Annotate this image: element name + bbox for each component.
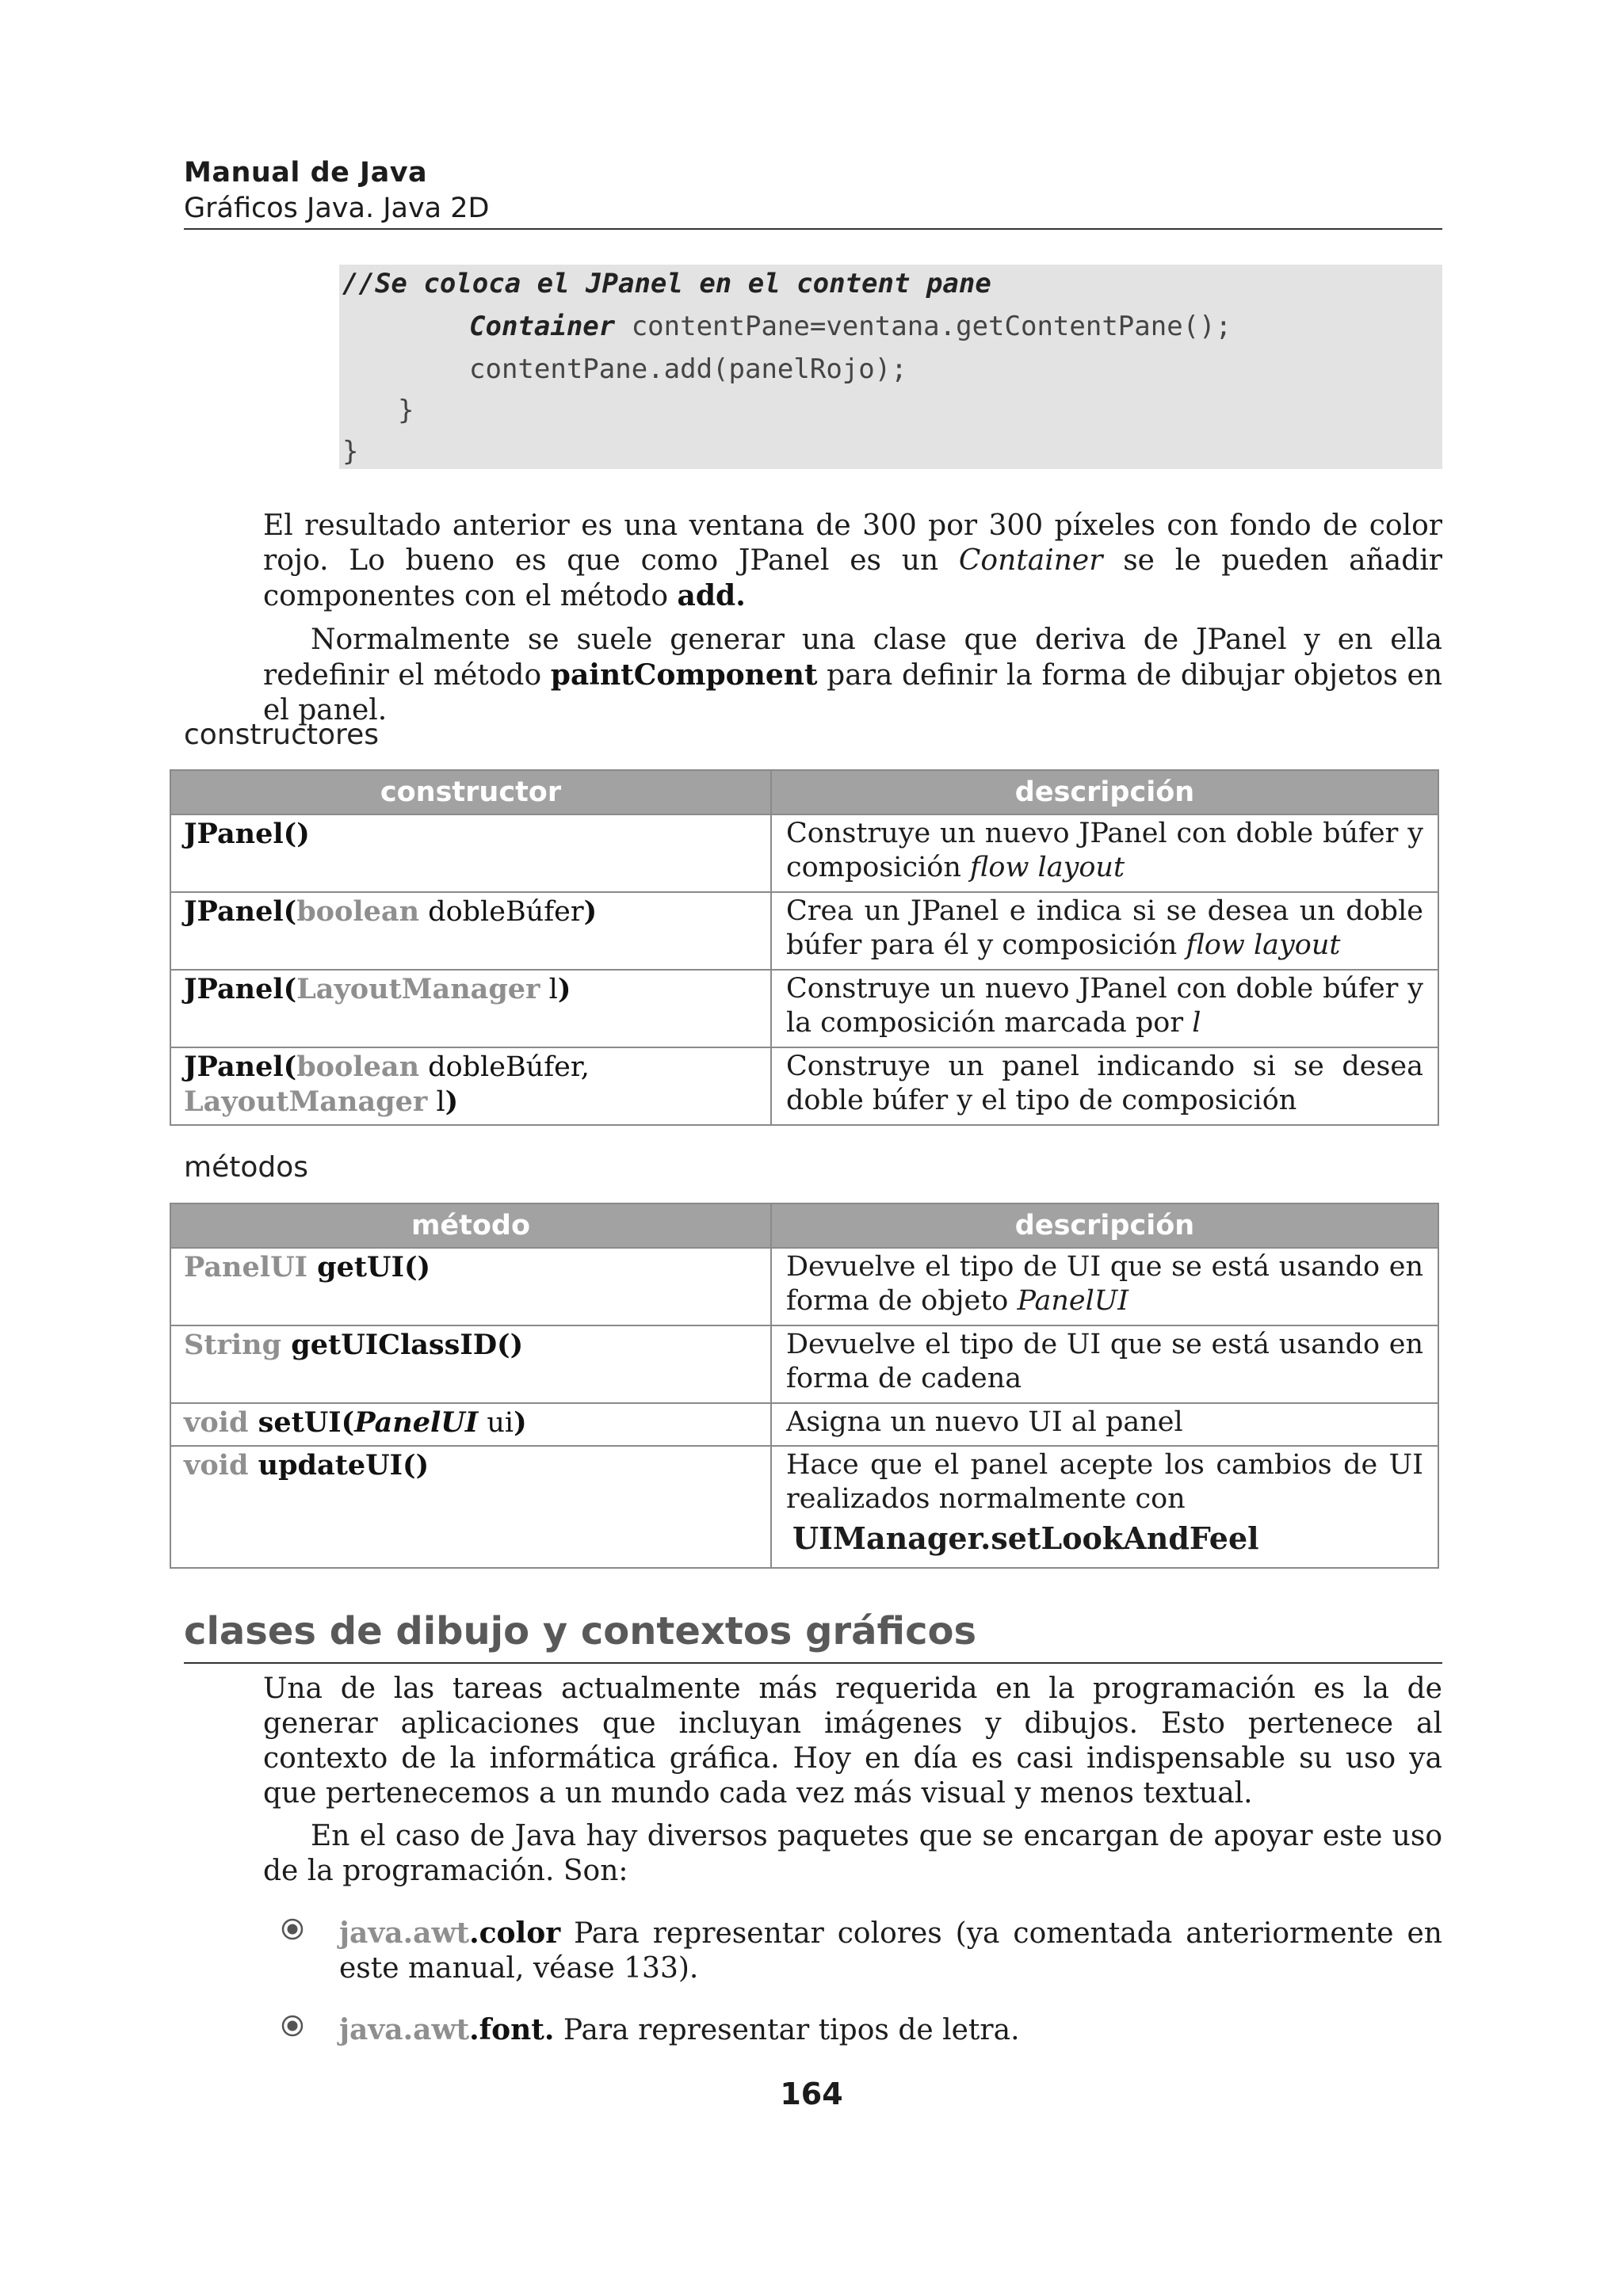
table-row	[170, 892, 1438, 970]
text: Para representar colores (ya comentada anteriormente en este manual, véase 133).	[339, 1917, 1442, 1985]
method-signature	[170, 1403, 771, 1446]
table-header-row	[170, 770, 1438, 814]
type-name: void	[184, 1449, 249, 1482]
column-header: descripción	[771, 1203, 1438, 1248]
constructor-signature	[170, 814, 771, 892]
text: Construye un nuevo JPanel con doble búfer y la composición marcada por	[786, 973, 1423, 1039]
package-name: java.awt	[339, 1917, 470, 1950]
text: )	[583, 895, 598, 928]
text: JPanel(	[184, 1051, 297, 1083]
text: Asigna un nuevo UI al panel	[786, 1406, 1183, 1438]
text: getUI()	[307, 1251, 431, 1283]
type-name: void	[184, 1406, 249, 1439]
text: JPanel(	[184, 895, 297, 928]
text: )	[557, 973, 571, 1005]
method-signature	[170, 1446, 771, 1568]
text: dobleBúfer	[419, 896, 584, 928]
paragraph: Una de las tareas actualmente más requerida en la programación es la de generar aplicaciones que incluyan imágenes y dibujos. Esto pertenece al contexto de la informática gráfica. Hoy en día es casi indispensable su uso ya que pertenecemos a un mundo cada vez más visual y menos textual.	[263, 1672, 1442, 1810]
text: JPanel(	[184, 973, 297, 1005]
constructor-signature	[170, 892, 771, 970]
table-row	[170, 1403, 1438, 1446]
text: Normalmente se suele generar una clase que deriva de JPanel y en ella redefinir el método	[263, 624, 1442, 692]
bullet-icon	[281, 1917, 304, 1941]
text: se le pueden añadir componentes con el método	[263, 544, 1442, 612]
type-name: PanelUI	[184, 1251, 307, 1283]
text: l	[540, 974, 558, 1005]
text-emphasis: PanelUI	[354, 1406, 479, 1439]
code-line-brace: }	[398, 395, 414, 426]
code-text: contentPane=ventana.getContentPane();	[615, 311, 1232, 342]
paragraph	[263, 623, 1442, 728]
method-description	[771, 1248, 1438, 1325]
text-emphasis: PanelUI	[1017, 1285, 1129, 1317]
method-signature	[170, 1248, 771, 1325]
text: )	[445, 1085, 459, 1118]
text-emphasis: flow layout	[1186, 929, 1341, 961]
code-comment: //Se coloca el JPanel en el content pane	[342, 268, 991, 299]
package-name: java.awt	[339, 2013, 470, 2046]
constructor-description	[771, 814, 1438, 892]
paragraph: En el caso de Java hay diversos paquetes que se encargan de apoyar este uso de la programación. Son:	[263, 1820, 1442, 1887]
table-row	[170, 1047, 1438, 1125]
type-name: LayoutManager	[184, 1085, 428, 1118]
text: El resultado anterior es una ventana de 300 por 300 píxeles con fondo de color rojo. Lo bueno es que como JPanel es un	[263, 509, 1442, 577]
header-subtitle: Gráficos Java. Java 2D	[184, 193, 490, 224]
list-item	[339, 2012, 1442, 2048]
method-signature	[170, 1325, 771, 1403]
page-header	[184, 155, 1442, 230]
text: updateUI()	[248, 1449, 430, 1482]
table-row	[170, 1446, 1438, 1568]
text-emphasis: flow layout	[970, 852, 1125, 883]
code-line-add: contentPane.add(panelRojo);	[469, 353, 907, 385]
text-bold: .color	[469, 1917, 561, 1950]
code-line-container	[469, 311, 1232, 342]
bullet-icon	[281, 2014, 304, 2038]
paragraph	[263, 509, 1442, 614]
text-bold: add.	[677, 579, 746, 612]
text: )	[514, 1406, 527, 1439]
text: Hace que el panel acepte los cambios de UI realizados normalmente con	[786, 1449, 1423, 1515]
constructors-table	[170, 769, 1439, 1126]
constructor-description	[771, 1047, 1438, 1125]
column-header: método	[170, 1203, 771, 1248]
text: Devuelve el tipo de UI que se está usando en forma de cadena	[786, 1329, 1423, 1394]
text: Construye un nuevo JPanel con doble búfer y composición	[786, 818, 1423, 883]
text-bold: .font.	[469, 2013, 555, 2046]
type-name: LayoutManager	[296, 973, 540, 1005]
text: getUIClassID()	[281, 1329, 524, 1361]
text: Devuelve el tipo de UI que se está usando en forma de objeto	[786, 1251, 1423, 1317]
section-heading: clases de dibujo y contextos gráficos	[184, 1600, 1442, 1664]
methods-label: métodos	[184, 1151, 308, 1184]
text: dobleBúfer,	[419, 1051, 590, 1083]
type-name: String	[184, 1329, 282, 1361]
code-reference: UIManager.setLookAndFeel	[792, 1520, 1259, 1556]
text: l	[427, 1086, 445, 1118]
list-item	[339, 1916, 1442, 1986]
constructor-signature	[170, 970, 771, 1047]
text: ui	[478, 1407, 514, 1439]
constructors-label: constructores	[184, 719, 379, 751]
text: Para representar tipos de letra.	[554, 2014, 1020, 2046]
method-description	[771, 1325, 1438, 1403]
column-header: constructor	[170, 770, 771, 814]
type-name: boolean	[296, 895, 420, 928]
text-emphasis: Container	[958, 544, 1103, 577]
text: JPanel()	[184, 818, 310, 850]
code-keyword: Container	[469, 311, 616, 342]
table-row	[170, 970, 1438, 1047]
constructor-description	[771, 892, 1438, 970]
type-name: boolean	[296, 1051, 420, 1083]
code-block	[339, 265, 1442, 469]
column-header: descripción	[771, 770, 1438, 814]
constructor-description	[771, 970, 1438, 1047]
method-description	[771, 1403, 1438, 1446]
methods-table	[170, 1203, 1439, 1569]
table-row	[170, 1325, 1438, 1403]
text: para definir la forma de dibujar objetos en el panel.	[263, 659, 1443, 727]
text: setUI(	[248, 1406, 355, 1439]
text: Crea un JPanel e indica si se desea un doble búfer para él y composición	[786, 895, 1423, 961]
table-header-row	[170, 1203, 1438, 1248]
page-number: 164	[780, 2077, 843, 2111]
header-title: Manual de Java	[184, 157, 428, 189]
table-row	[170, 1248, 1438, 1325]
code-line-brace: }	[342, 436, 359, 467]
constructor-signature	[170, 1047, 771, 1125]
method-description	[771, 1446, 1438, 1568]
text-emphasis: l	[1192, 1007, 1201, 1039]
text: Construye un panel indicando si se desea doble búfer y el tipo de composición	[786, 1051, 1423, 1116]
table-row	[170, 814, 1438, 892]
text-bold: paintComponent	[550, 658, 818, 692]
